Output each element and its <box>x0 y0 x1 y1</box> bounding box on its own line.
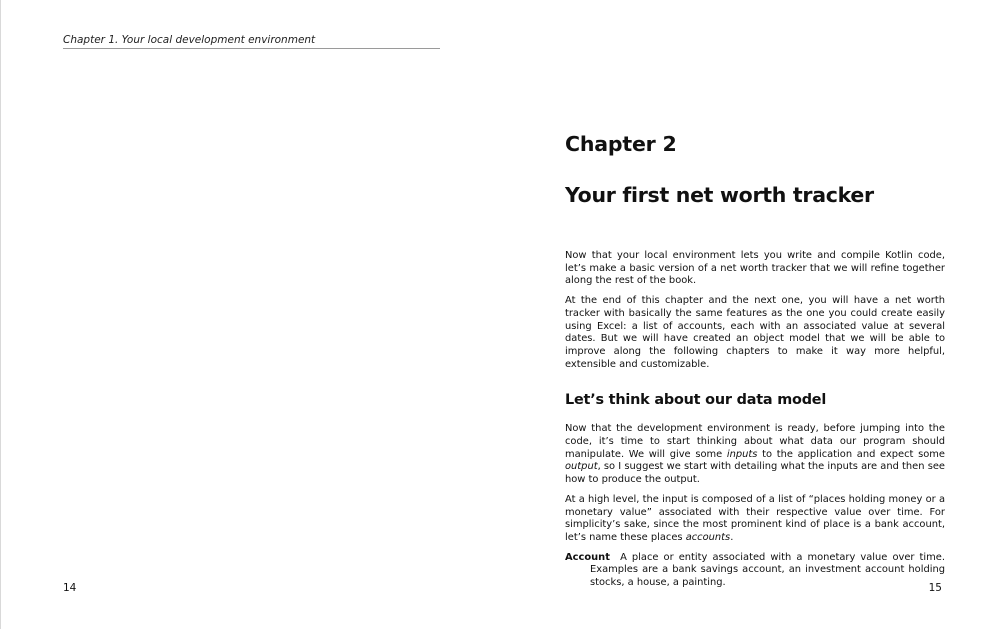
page-number-right: 15 <box>928 582 942 594</box>
chapter-label: Chapter 2 <box>565 132 677 156</box>
page-number-left: 14 <box>63 582 77 594</box>
intro-paragraph-2: At the end of this chapter and the next one, you will have a net worth tracker with basically the same features as the one you could create easily using Excel: a list of accounts, each with an associated value at several dates. But we will have created an object model that we will be able to improve along the following chapters to make it way more helpful, extensible and customizable. <box>565 295 945 370</box>
page-edge <box>0 0 1 629</box>
intro-paragraph-1: Now that your local environment lets you write and compile Kotlin code, let’s make a basic version of a net worth tracker that we will refine together along the rest of the book. <box>565 250 945 287</box>
emphasis-output: output <box>565 461 598 473</box>
emphasis-inputs: inputs <box>726 448 758 460</box>
text-run: , so I suggest we start with detailing what the inputs are and then see how to produce the output. <box>565 461 945 486</box>
right-page-content <box>565 130 945 590</box>
text-run: At a high level, the input is composed of a list of “places holding money or a monetary value” associated with their respective value over time. For simplicity’s sake, since the most prominent kind of place is a bank account, let’s name these places <box>565 493 945 543</box>
chapter-title: Your first net worth tracker <box>565 183 874 207</box>
emphasis-accounts: accounts <box>685 531 731 543</box>
data-model-paragraph-2 <box>565 494 945 545</box>
definition-text: A place or entity associated with a monetary value over time. Examples are a bank savings account, an investment account holding stocks, a house, a painting. <box>590 551 945 589</box>
text-run: . <box>730 531 734 543</box>
definition-term: Account <box>565 551 610 563</box>
definition-account <box>565 552 945 590</box>
text-run: to the application and expect some <box>757 448 945 460</box>
section-heading: Let’s think about our data model <box>565 392 827 409</box>
running-header: Chapter 1. Your local development environment <box>63 34 440 49</box>
text-run: Now that the development environment is ready, before jumping into the code, it’s time to start thinking about what data our program should manipulate. We will give some <box>565 423 945 460</box>
data-model-paragraph-1 <box>565 423 945 487</box>
